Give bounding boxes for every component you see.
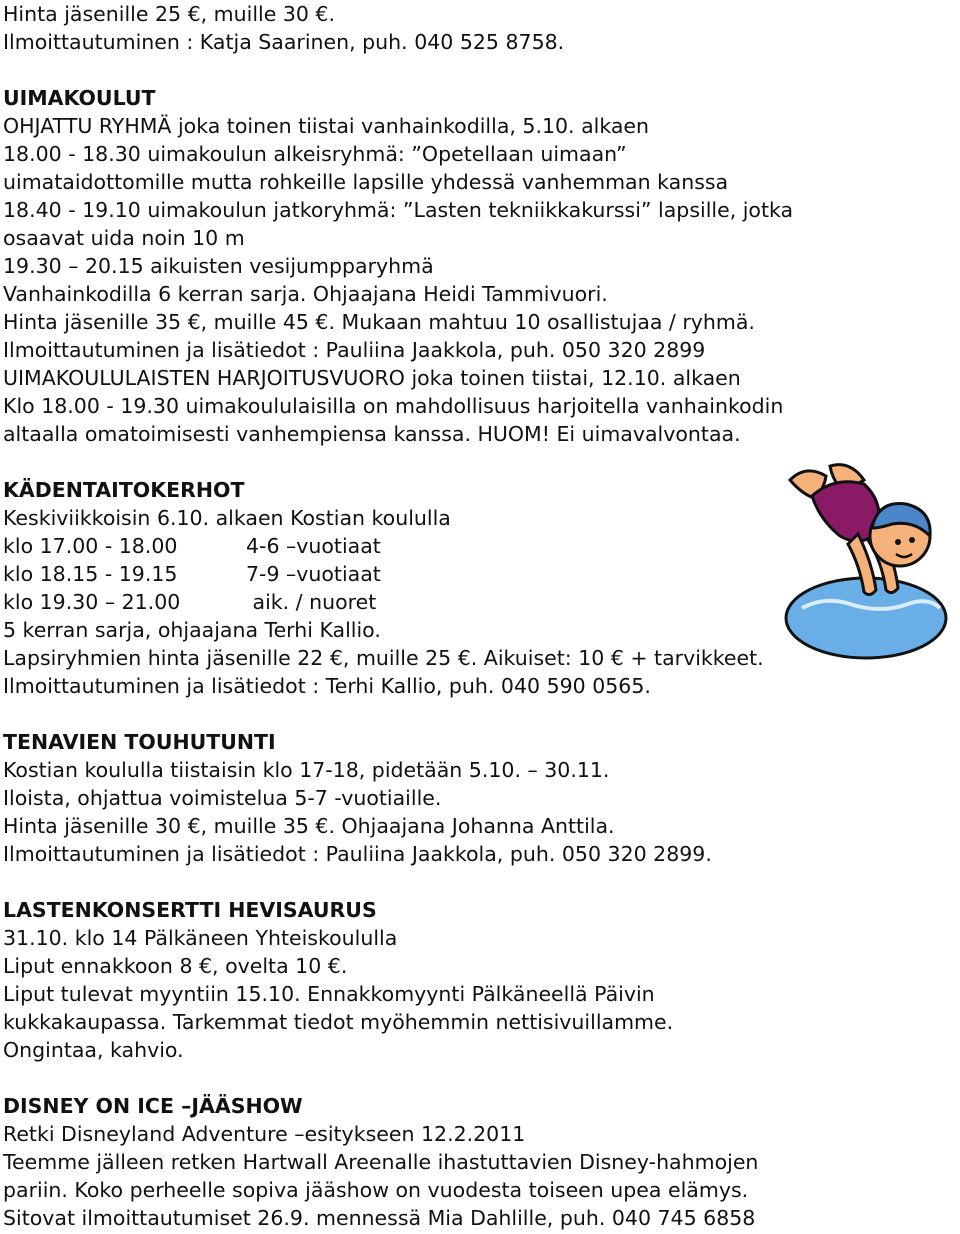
text-line: 18.00 - 18.30 uimakoulun alkeisryhmä: ”Opetellaan uimaan” [3,142,627,166]
text-line: Klo 18.00 - 19.30 uimakoululaisilla on mahdollisuus harjoitella vanhainkodin [3,394,784,418]
text-line: uimataidottomille mutta rohkeille lapsille yhdessä vanhemman kanssa [3,170,729,194]
text-line: Vanhainkodilla 6 kerran sarja. Ohjaajana Heidi Tammivuori. [3,282,608,306]
schedule-time: klo 18.15 - 19.15 [3,562,178,586]
intro-registration: Ilmoittautuminen : Katja Saarinen, puh. 040 525 8758. [3,30,565,54]
section-heading: LASTENKONSERTTI HEVISAURUS [3,898,377,922]
text-line: UIMAKOULULAISTEN HARJOITUSVUORO joka toinen tiistai, 12.10. alkaen [3,366,741,390]
text-line: Ilmoittautuminen ja lisätiedot : Terhi Kallio, puh. 040 590 0565. [3,674,651,698]
text-line: kukkakaupassa. Tarkemmat tiedot myöhemmin nettisivuillamme. [3,1010,674,1034]
text-line: OHJATTU RYHMÄ joka toinen tiistai vanhainkodilla, 5.10. alkaen [3,114,650,138]
schedule-time: klo 17.00 - 18.00 [3,534,178,558]
text-line: Keskiviikkoisin 6.10. alkaen Kostian koululla [3,506,451,530]
text-line: Iloista, ohjattua voimistelua 5-7 -vuotiaille. [3,786,442,810]
text-line: Sitovat ilmoittautumiset 26.9. mennessä Mia Dahlille, puh. 040 745 6858 [3,1206,756,1230]
text-line: 5 kerran sarja, ohjaajana Terhi Kallio. [3,618,381,642]
section-lastenkonsertti [3,896,953,1064]
section-disney-on-ice [3,1092,953,1232]
text-line: 31.10. klo 14 Pälkäneen Yhteiskoululla [3,926,398,950]
text-line: Kostian koululla tiistaisin klo 17-18, pidetään 5.10. – 30.11. [3,758,610,782]
text-line: osaavat uida noin 10 m [3,226,245,250]
intro-price: Hinta jäsenille 25 €, muille 30 €. [3,2,335,26]
text-line: Liput tulevat myyntiin 15.10. Ennakkomyynti Pälkäneellä Päivin [3,982,655,1006]
section-heading: TENAVIEN TOUHUTUNTI [3,730,276,754]
text-line: Lapsiryhmien hinta jäsenille 22 €, muille 25 €. Aikuiset: 10 € + tarvikkeet. [3,646,764,670]
text-line: Teemme jälleen retken Hartwall Areenalle ihastuttavien Disney-hahmojen [3,1150,759,1174]
section-heading: UIMAKOULUT [3,86,156,110]
section-uimakoulut [3,84,953,448]
text-line: Hinta jäsenille 30 €, muille 35 €. Ohjaajana Johanna Anttila. [3,814,615,838]
text-line: pariin. Koko perheelle sopiva jääshow on vuodesta toiseen upea elämys. [3,1178,749,1202]
schedule-group: 4-6 –vuotiaat [246,534,381,558]
section-tenavien-touhutunti [3,728,953,868]
text-line: Liput ennakkoon 8 €, ovelta 10 €. [3,954,348,978]
text-line: altaalla omatoimisesti vanhempiensa kanssa. HUOM! Ei uimavalvontaa. [3,422,741,446]
section-heading: KÄDENTAITOKERHOT [3,478,245,502]
schedule-group: aik. / nuoret [246,590,377,614]
text-line: Retki Disneyland Adventure –esitykseen 12.2.2011 [3,1122,526,1146]
diving-child-icon [780,458,950,663]
schedule-group: 7-9 –vuotiaat [246,562,381,586]
schedule-time: klo 19.30 – 21.00 [3,590,181,614]
text-line: 19.30 – 20.15 aikuisten vesijumpparyhmä [3,254,434,278]
text-line: Ilmoittautuminen ja lisätiedot : Pauliina Jaakkola, puh. 050 320 2899. [3,842,712,866]
text-line: 18.40 - 19.10 uimakoulun jatkoryhmä: ”Lasten tekniikkakurssi” lapsille, jotka [3,198,794,222]
text-line: Hinta jäsenille 35 €, muille 45 €. Mukaan mahtuu 10 osallistujaa / ryhmä. [3,310,755,334]
section-heading: DISNEY ON ICE –JÄÄSHOW [3,1094,303,1118]
text-line: Ilmoittautuminen ja lisätiedot : Pauliina Jaakkola, puh. 050 320 2899 [3,338,706,362]
text-line: Ongintaa, kahvio. [3,1038,184,1062]
